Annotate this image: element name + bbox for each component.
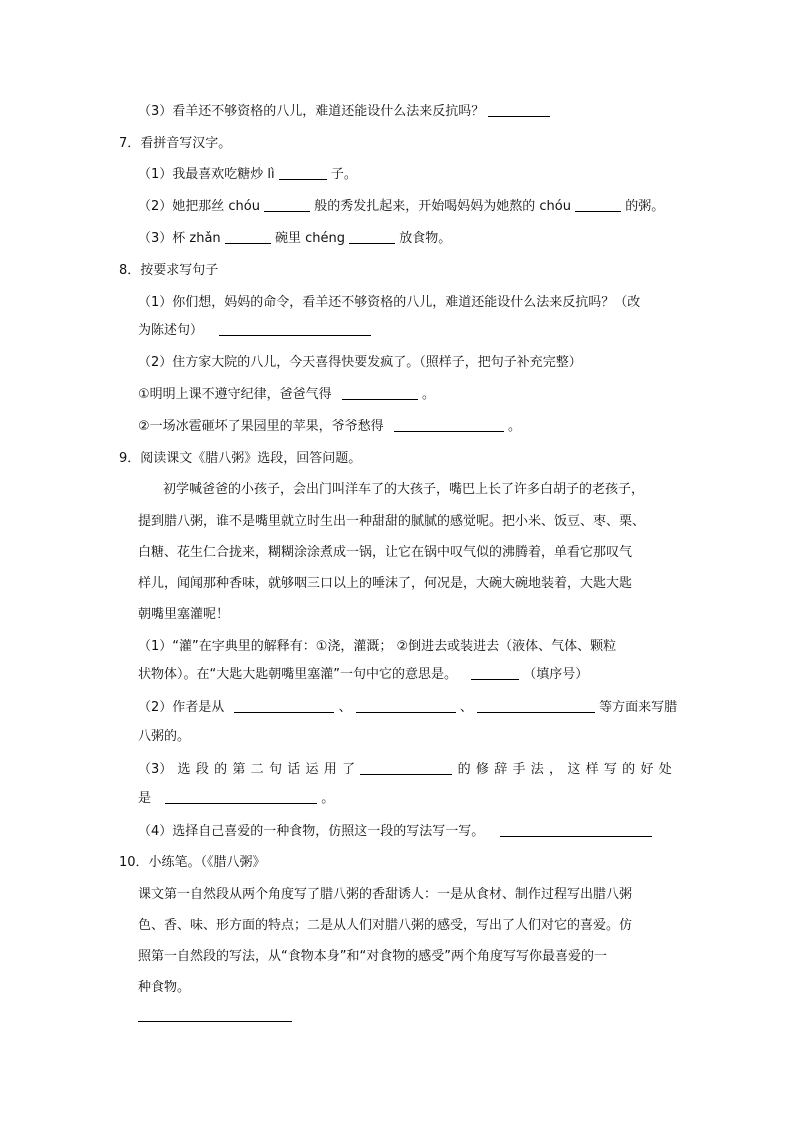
q9-sub3-line1 [138,762,672,778]
answer-blank[interactable] [165,791,317,804]
char: 了 [342,762,356,777]
q7-item2 [138,199,664,215]
q8-item2: （2）住方家大院的八儿，今天喜得快要发疯了。（照样子，把句子补充完整） [138,355,582,370]
char: 选 [177,762,191,777]
q8-item1-line1: （1）你们想，妈妈的命令，看羊还不够资格的八儿，难道还能设什么法来反抗吗？（改 [138,295,641,310]
q9-passage-line: 朝嘴里塞灌呢！ [138,607,230,622]
q9-sub3-text: 是 [138,791,152,806]
answer-blank[interactable] [477,700,595,713]
q9-sub2 [138,700,677,716]
q10-answer-line [138,1009,292,1025]
answer-blank[interactable] [225,231,271,244]
answer-blank[interactable] [500,824,652,837]
q9-sub2-text: （2）作者是从 [138,700,225,715]
q9-sub4 [138,824,652,840]
separator: 、 [338,700,352,715]
q10-line: 色、香、味、形方面的特点；二是从人们对腊八粥的感受，写出了人们对它的喜爱。仿 [138,918,633,933]
answer-blank[interactable] [279,167,327,180]
separator: 、 [459,700,473,715]
char: 运 [305,762,319,777]
char: 话 [287,762,301,777]
answer-blank[interactable] [471,667,519,680]
answer-blank[interactable] [575,199,621,212]
q10-title: 10．小练笔。（《腊八粥》 [119,855,266,870]
q8-item1-line2 [138,323,371,339]
answer-blank[interactable] [356,700,456,713]
q9-sub1-text: 状物体）。在“大匙大匙朝嘴里塞灌”一句中它的意思是。 [138,667,457,682]
char: ， [549,762,563,777]
period: 。 [421,387,435,402]
q7-title: 7．看拼音写汉字。 [119,136,232,151]
char: 样 [585,762,599,777]
char: 手 [512,762,526,777]
answer-blank[interactable] [349,231,395,244]
q9-passage-line: 样儿，闻闻那种香味，就够咽三口以上的唾沫了，何况是，大碗大碗地装着，大匙大匙 [138,576,633,591]
q7-item2-text: （2）她把那丝 chóu [138,199,260,214]
answer-blank[interactable] [342,387,418,400]
q7-item2-middle: 般的秀发扎起来，开始喝妈妈为她熬的 chóu [314,199,571,214]
char: 用 [323,762,337,777]
q8-sub1-text: ①明明上课不遵守纪律，爸爸气得 [138,387,332,402]
q9-sub2-line2: 八粥的。 [138,729,191,744]
q10-line: 照第一自然段的写法，从“食物本身”和“对食物的感受”两个角度写写你最喜爱的一 [138,949,607,964]
answer-blank[interactable] [219,323,371,336]
answer-blank[interactable] [394,419,504,432]
q6-item3-text: （3）看羊还不够资格的八儿，难道还能设什么法来反抗吗？ [138,104,485,119]
q9-passage-line: 提到腊八粥，谁不是嘴里就立时生出一种甜甜的腻腻的感觉呢。把小米、饭豆、枣、栗、 [138,514,646,529]
char: 好 [640,762,654,777]
q7-item1 [138,167,357,183]
char: 第 [232,762,246,777]
q9-title: 9．阅读课文《腊八粥》选段，回答问题。 [119,451,362,466]
q10-line: 种食物。 [138,980,191,995]
q8-sub2-text: ②一场冰雹砸坏了果园里的苹果，爷爷愁得 [138,419,384,434]
q9-passage-line: 白糖、花生仁合拢来，糊糊涂涂煮成一锅，让它在锅中叹气似的沸腾着，单看它那叹气 [138,545,633,560]
q9-sub3-line2 [138,791,334,807]
char: 处 [658,762,672,777]
q8-title: 8．按要求写句子 [119,263,219,278]
q9-sub1-line1: （1）“灌”在字典里的解释有：①浇，灌溉； ②倒进去或装进去（液体、气体、颗粒 [138,639,617,654]
q7-item1-text: （1）我最喜欢吃糖炒 lì [138,167,275,182]
q6-item3 [138,104,550,120]
char: 辞 [494,762,508,777]
char: 的 [622,762,636,777]
period: 。 [321,791,335,806]
answer-blank[interactable] [234,700,334,713]
q9-passage-line: 初学喊爸爸的小孩子，会出门叫洋车了的大孩子，嘴巴上长了许多白胡子的老孩子， [163,482,645,497]
q9-sub1-suffix: （填序号） [523,667,589,682]
char: （3） [138,762,173,777]
answer-blank[interactable] [264,199,310,212]
q9-sub1-line2 [138,667,588,683]
char: 二 [250,762,264,777]
q7-item3-middle: 碗里 chéng [274,231,345,246]
period: 。 [507,419,521,434]
q8-item1-text: 为陈述句） [138,323,204,338]
q7-item2-suffix: 的粥。 [625,199,665,214]
char: 法 [530,762,544,777]
q10-line: 课文第一自然段从两个角度写了腊八粥的香甜诱人：一是从食材、制作过程写出腊八粥 [138,887,633,902]
answer-blank[interactable] [488,104,550,117]
q7-item1-suffix: 子。 [330,167,357,182]
char: 句 [268,762,282,777]
answer-blank[interactable] [138,1009,292,1022]
char: 的 [457,762,471,777]
q8-sub2 [138,419,521,435]
answer-blank[interactable] [360,762,452,775]
q7-item3-suffix: 放食物。 [399,231,452,246]
char: 写 [603,762,617,777]
char: 的 [214,762,228,777]
q9-sub4-text: （4）选择自己喜爱的一种食物，仿照这一段的写法写一写。 [138,824,485,839]
q7-item3-text: （3）杯 zhǎn [138,231,221,246]
q7-item3 [138,231,451,247]
q9-sub2-suffix: 等方面来写腊 [599,700,678,715]
char: 段 [195,762,209,777]
char: 这 [567,762,581,777]
q8-sub1 [138,387,435,403]
char: 修 [475,762,489,777]
